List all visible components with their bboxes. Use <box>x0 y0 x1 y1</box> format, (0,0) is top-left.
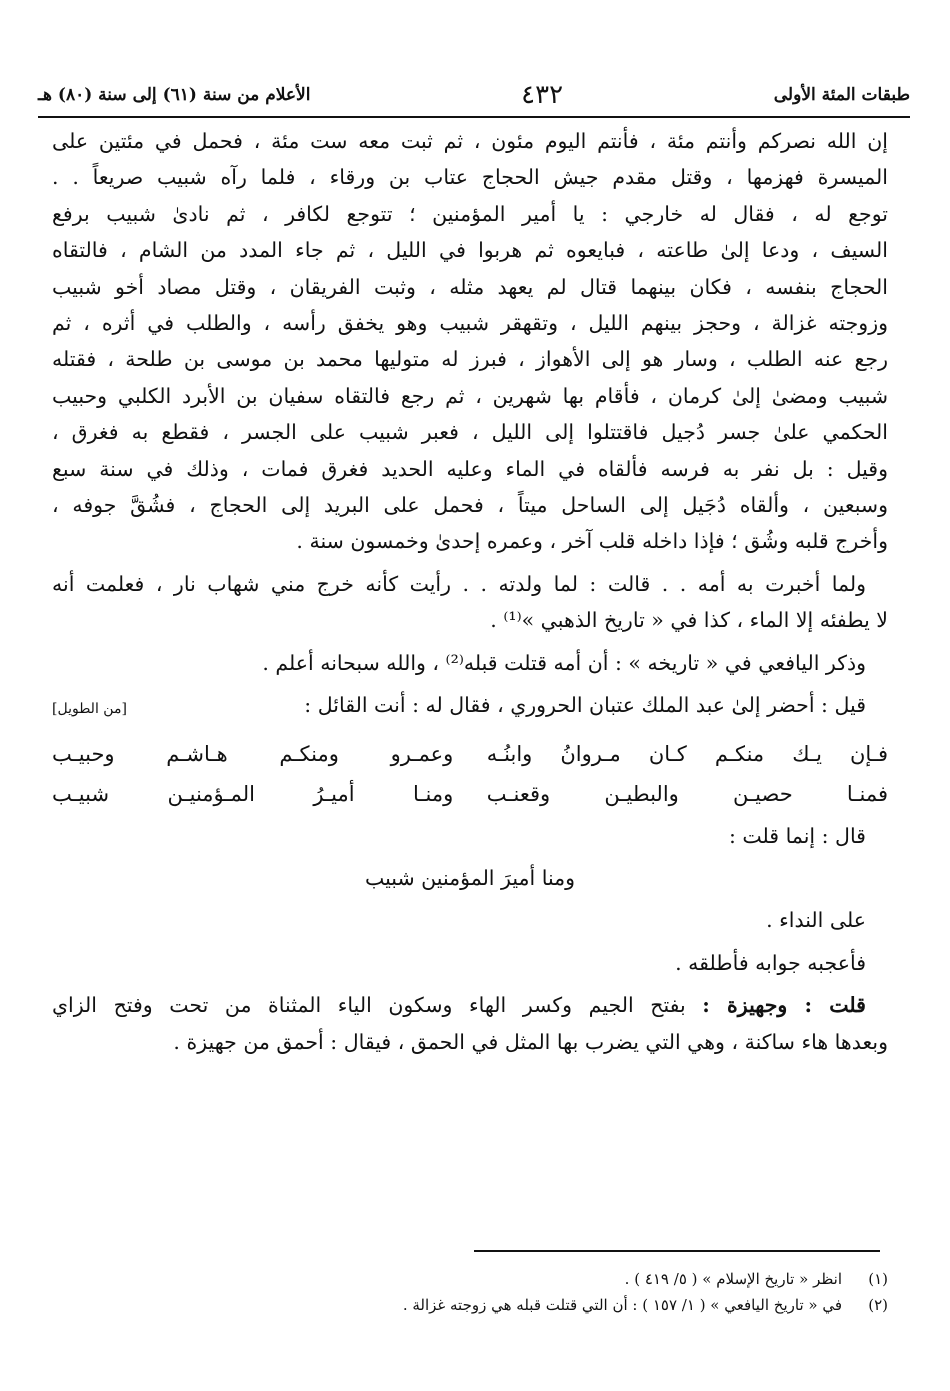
hemistich-second: وعمـرو ومنكـم هـاشـم وحبيـب <box>52 741 454 766</box>
answer-intro <box>52 818 888 854</box>
footnote-text: انظر « تاريخ الإسلام » ( ٥/ ٤١٩ ) . <box>624 1270 842 1288</box>
section-title: الأعلام من سنة (٦١) إلى سنة (٨٠) هـ <box>38 85 311 105</box>
answer-verse: ومنا أميرَ المؤمنين شبيب <box>364 865 576 890</box>
header-rule <box>38 116 910 118</box>
paragraph-shabib-battle <box>52 123 888 560</box>
poem-verse <box>52 734 888 774</box>
main-text <box>52 123 888 1066</box>
footnote-number: (١) <box>868 1270 888 1288</box>
hemistich-second: ومنـا أميـرُ المـؤمنيـن شبيـب <box>52 781 454 806</box>
text-line: لا يطفئه إلا الماء ، كذا في « تاريخ الذهبي »⁽¹⁾ . <box>490 608 888 633</box>
footnote-text: في « تاريخ اليافعي » ( ١/ ١٥٧ ) : أن التي قتلت قبله هي زوجته غزالة . <box>402 1296 842 1314</box>
text-line: قال : إنما قلت : <box>728 823 866 848</box>
meter-label: [من الطويل] <box>52 701 127 718</box>
paragraph-yafii <box>52 645 888 681</box>
text-line <box>52 987 888 1023</box>
text-line: الحجاج بنفسه ، فكان بينهما قتال لم يعهد مثله ، وثبت الفريقان ، وقتل مصاد أخو شبيب <box>52 274 888 299</box>
text-line: الميسرة فهزمها ، وقتل مقدم جيش الحجاج عتاب بن ورقاء ، فلما رآه شبيب صريعاً . . <box>52 165 888 190</box>
text-line: ولما أخبرت به أمه . . قالت : لما ولدته . . رأيت كأنه خرج مني شهاب نار ، فعلمت أنه <box>52 571 866 596</box>
note-text: بفتح الجيم وكسر الهاء وسكون الياء المثناة من تحت وفتح الزاي <box>52 993 686 1018</box>
footnote-number: (٢) <box>868 1296 888 1314</box>
text-line: إن الله نصركم وأنتم مئة ، فأنتم اليوم مئون ، ثم ثبت معه ست مئة ، فحمل في مئتين على <box>52 129 888 153</box>
paragraph-utban <box>52 687 888 723</box>
poem-verse <box>52 774 888 814</box>
text-line: وأخرج قلبه وشُق ؛ فإذا داخله قلب آخر ، وعمره إحدىٰ وخمسون سنة . <box>296 529 888 554</box>
book-title: طبقات المئة الأولى <box>773 85 910 105</box>
text-line: قيل : أحضر إلىٰ عبد الملك عتبان الحروري ، فقال له : أنت القائل : <box>304 693 866 718</box>
poem <box>52 734 888 814</box>
hemistich-first: فـإن يـك منكـم كـان مـروانُ وابنُـه <box>486 741 888 766</box>
text-line: وسبعين ، وألقاه دُجَيل إلى الساحل ميتاً ، فحمل على البريد إلى الحجاج ، فشُقَّ جوفه ، <box>52 493 888 518</box>
footnote-rule <box>474 1250 880 1252</box>
text-line: توجع له ، فقال له خارجي : يا أمير المؤمنين ؛ تتوجع لكافر ، ثم نادىٰ شبيب برفع <box>52 201 888 226</box>
footnote <box>120 1266 888 1292</box>
note-label: قلت : وجهيزة : <box>702 993 866 1018</box>
paragraph-mother-dream <box>52 566 888 639</box>
text-line: رجع عنه الطلب ، وسار هو إلى الأهواز ، فبرز له متوليها محمد بن موسى بن طلحة ، فقتله <box>52 347 888 372</box>
footnote <box>120 1292 888 1318</box>
hemistich-first: فمنـا حصيـن والبطيـن وقعنـب <box>486 781 888 806</box>
text-line: وبعدها هاء ساكنة ، وهي التي يضرب بها المثل في الحمق ، فيقال : أحمق من جهيزة . <box>173 1029 888 1054</box>
text-line: على النداء . <box>766 908 866 933</box>
page-number: ٤٣٢ <box>521 80 564 110</box>
released-line <box>52 945 888 981</box>
text-line: وذكر اليافعي في « تاريخه » : أن أمه قتلت قبله⁽²⁾ ، والله سبحانه أعلم . <box>262 650 866 675</box>
footnotes <box>120 1266 888 1318</box>
paragraph-juhayza <box>52 987 888 1060</box>
on-vocative <box>52 902 888 938</box>
text-line: وقيل : بل نفر به فرسه فألقاه في الماء وعليه الحديد فغرق فمات ، وذلك في سنة سبع <box>52 456 888 481</box>
text-line: السيف ، ودعا إلىٰ طاعته ، فبايعوه ثم هربوا في الليل ، ثم جاء المدد من الشام ، فالتقاه <box>52 238 888 263</box>
text-line: شبيب ومضىٰ إلىٰ كرمان ، فأقام بها شهرين ، ثم رجع فالتقاه سفيان بن الأبرد الكلبي وحبيب <box>52 383 888 408</box>
text-line: الحكمي علىٰ جسر دُجيل فاقتتلوا إلى الليل ، فعبر شبيب على الجسر ، فقطع به فغرق ، <box>52 420 888 445</box>
text-line: فأعجبه جوابه فأطلقه . <box>675 950 866 975</box>
text-line: وزوجته غزالة ، وحجز بينهم الليل ، وتقهقر شبيب وهو يخفق رأسه ، والطلب في أثره ، ثم <box>52 311 888 336</box>
running-header <box>38 78 910 112</box>
